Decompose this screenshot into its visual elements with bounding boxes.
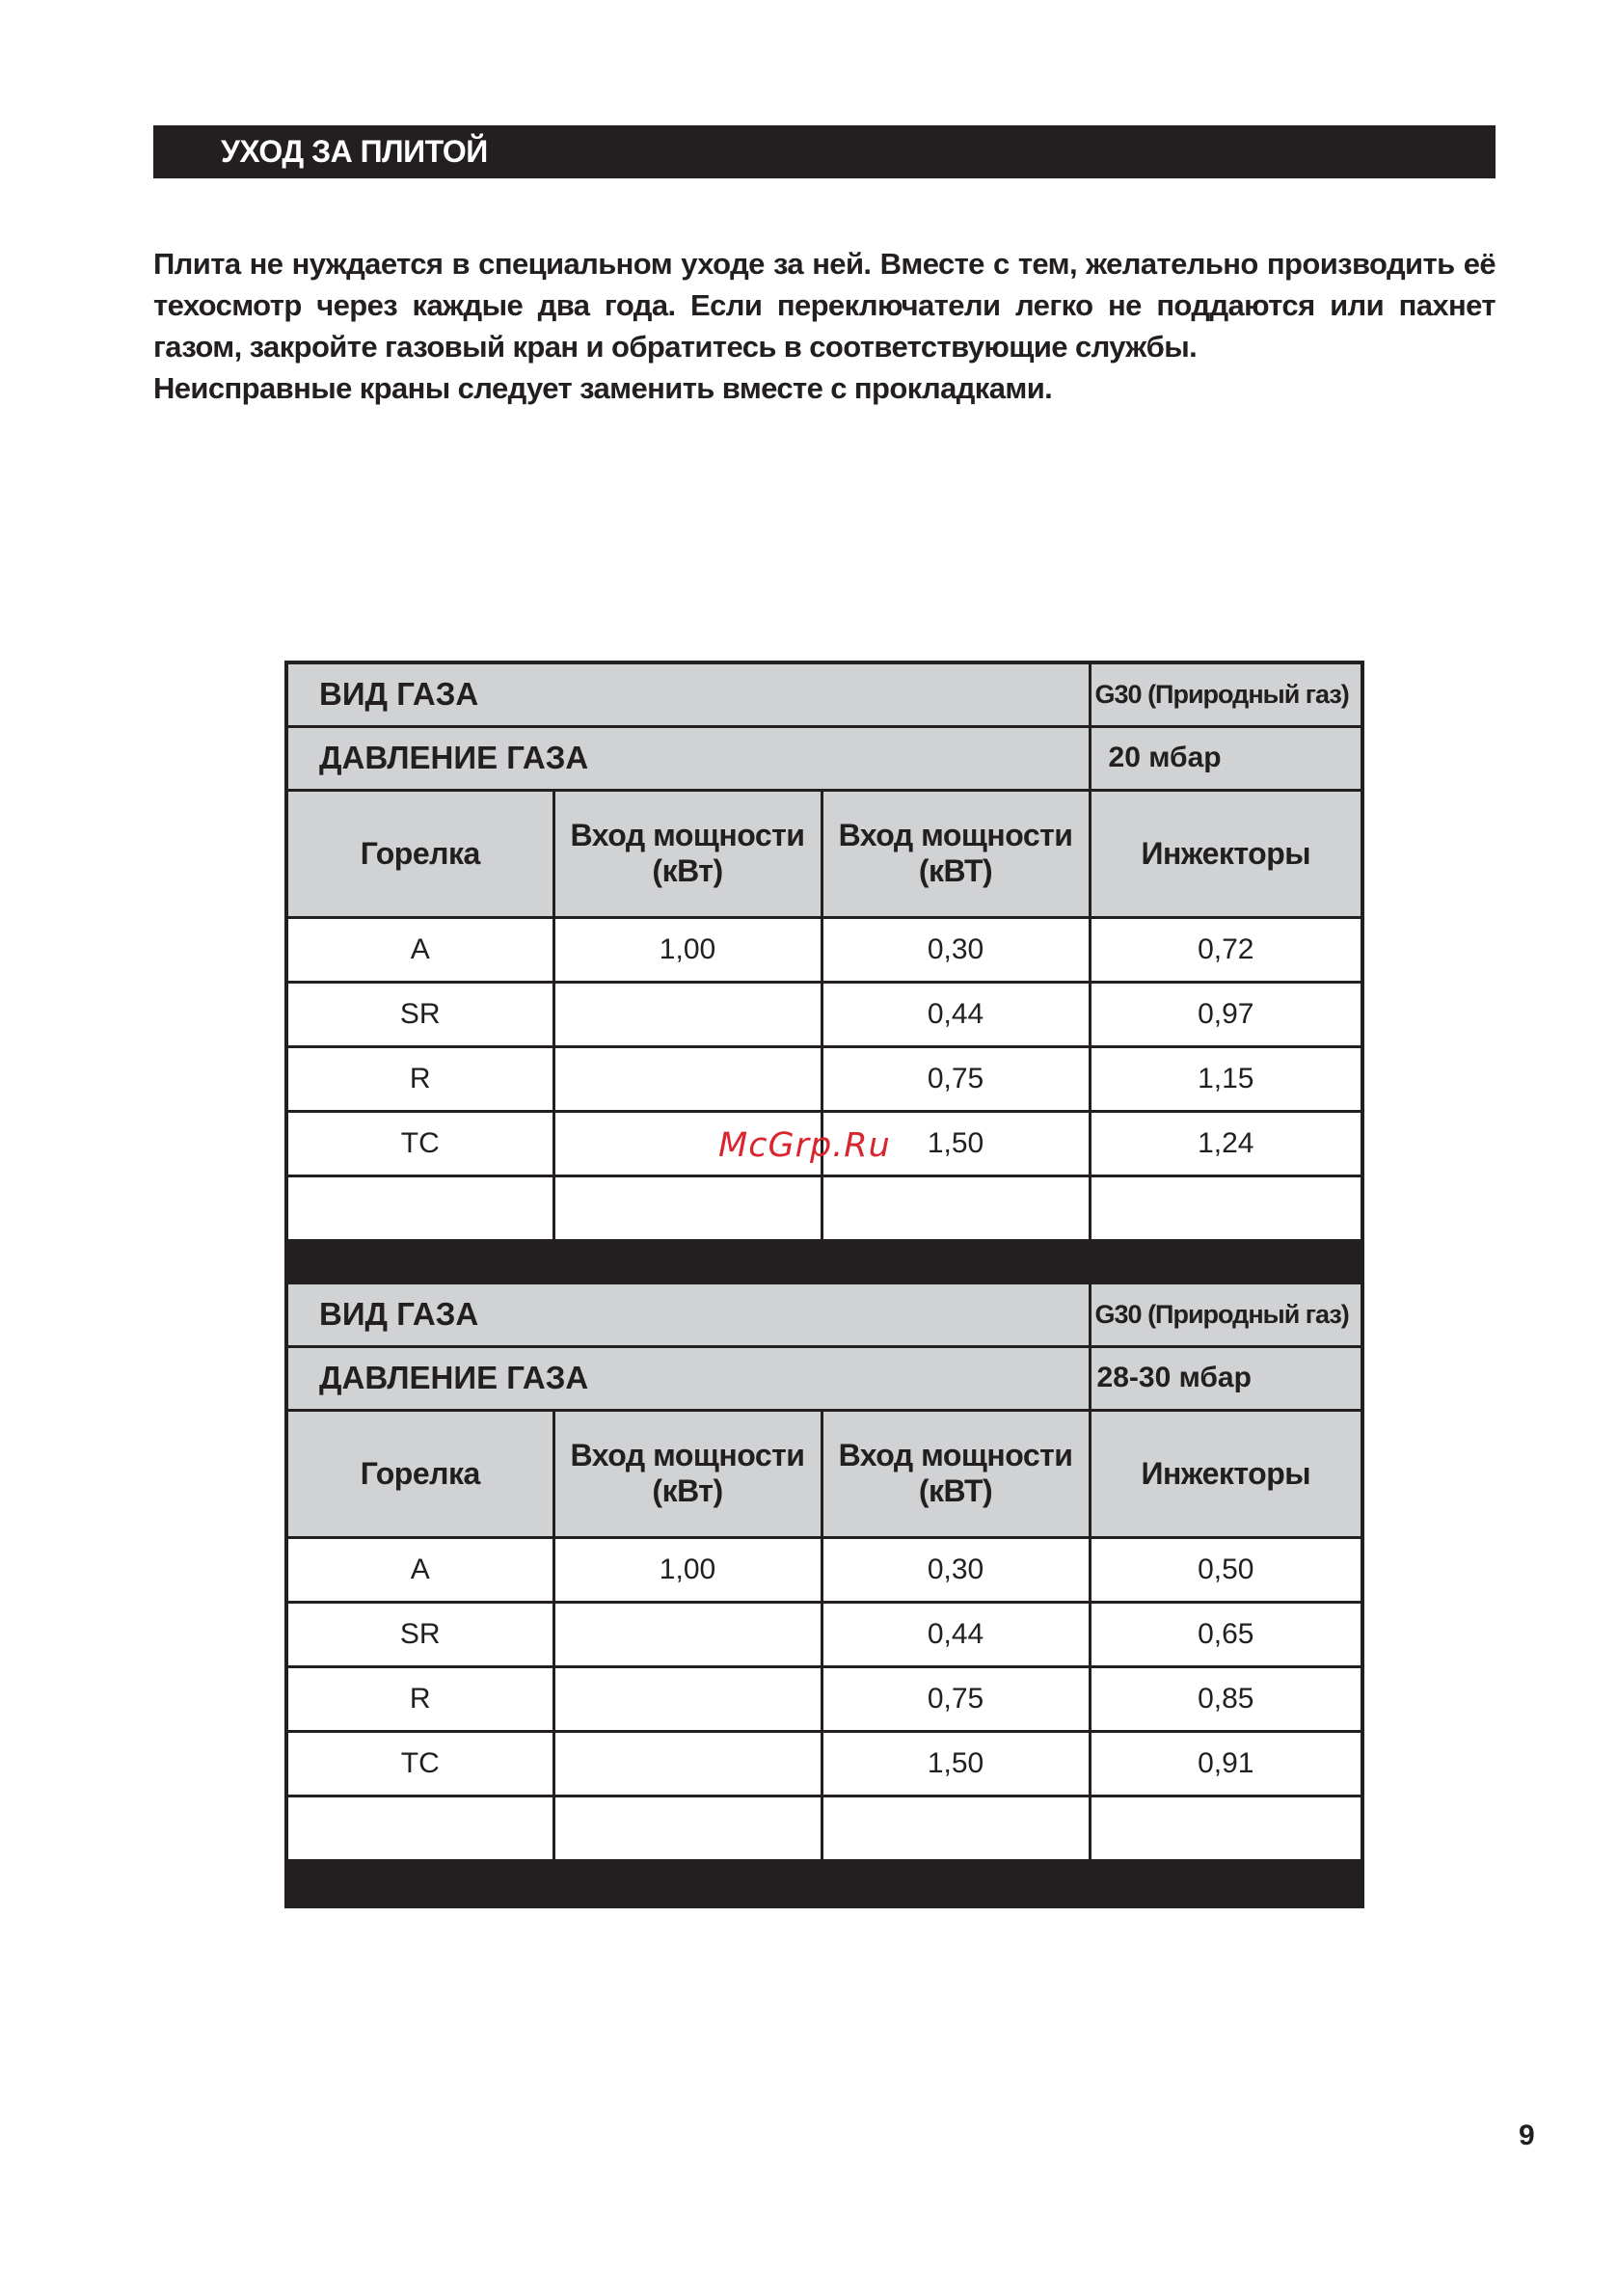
gas-type-row	[286, 1283, 1362, 1346]
col-header-injectors: Инжекторы	[1090, 1410, 1362, 1537]
table-row-empty	[286, 1796, 1362, 1860]
col-header-burner: Горелка	[286, 1410, 553, 1537]
gas-pressure-label: ДАВЛЕНИЕ ГАЗА	[286, 726, 1090, 790]
table-row	[286, 1666, 1362, 1731]
footer-bar-cell	[286, 1860, 1362, 1906]
gas-table-2	[284, 1281, 1364, 1908]
table-row	[286, 1046, 1362, 1111]
power2-cell	[822, 1796, 1090, 1860]
gas-type-value: G30 (Природный газ)	[1090, 1283, 1362, 1346]
power2-cell	[822, 1175, 1090, 1240]
gas-type-label: ВИД ГАЗА	[286, 662, 1090, 726]
table-row	[286, 982, 1362, 1046]
burner-cell: TC	[286, 1111, 553, 1175]
burner-cell	[286, 1796, 553, 1860]
power1-cell	[553, 982, 822, 1046]
burner-cell: R	[286, 1666, 553, 1731]
table-row	[286, 1602, 1362, 1666]
injector-cell: 0,85	[1090, 1666, 1362, 1731]
power2-cell: 0,75	[822, 1046, 1090, 1111]
gas-pressure-row	[286, 726, 1362, 790]
power2-cell: 1,50	[822, 1111, 1090, 1175]
table-footer-bar	[286, 1240, 1362, 1286]
power2-cell: 0,75	[822, 1666, 1090, 1731]
injector-cell: 0,97	[1090, 982, 1362, 1046]
col-header-power-input-1: Вход мощности (кВт)	[553, 1410, 822, 1537]
col-header-power-input-2: Вход мощности (кВТ)	[822, 790, 1090, 917]
page-number: 9	[1519, 2120, 1535, 2151]
intro-paragraph-1: Плита не нуждается в специальном уходе за ней. Вместе с тем, желательно производить её техосмотр через каждые два года. Если переключатели легко не поддаются или пахнет газом, закройте газовый кран и обратитесь в соответствующие службы.	[153, 247, 1496, 364]
power2-cell: 0,30	[822, 917, 1090, 982]
gas-type-row	[286, 662, 1362, 726]
section-header	[153, 125, 1496, 178]
table-row-empty	[286, 1175, 1362, 1240]
intro-paragraph-2: Неисправные краны следует заменить вместе с прокладками.	[153, 371, 1053, 405]
power1-cell	[553, 1602, 822, 1666]
table-row	[286, 1537, 1362, 1602]
table-row	[286, 1731, 1362, 1796]
power2-cell: 0,44	[822, 982, 1090, 1046]
gas-table-1	[284, 661, 1364, 1288]
injector-cell: 0,72	[1090, 917, 1362, 982]
gas-pressure-value: 28-30 мбар	[1090, 1346, 1362, 1410]
gas-pressure-value: 20 мбар	[1090, 726, 1362, 790]
burner-cell: SR	[286, 1602, 553, 1666]
power2-cell: 1,50	[822, 1731, 1090, 1796]
table-footer-bar	[286, 1860, 1362, 1906]
intro-text	[153, 243, 1496, 409]
injector-cell	[1090, 1796, 1362, 1860]
watermark-text: McGrp.Ru	[718, 1126, 891, 1165]
injector-cell: 1,24	[1090, 1111, 1362, 1175]
section-title: УХОД ЗА ПЛИТОЙ	[221, 134, 488, 169]
injector-cell: 0,50	[1090, 1537, 1362, 1602]
burner-cell: A	[286, 1537, 553, 1602]
table-row	[286, 917, 1362, 982]
power1-cell	[553, 1666, 822, 1731]
col-header-injectors: Инжекторы	[1090, 790, 1362, 917]
footer-bar-cell	[286, 1240, 1362, 1286]
burner-cell: R	[286, 1046, 553, 1111]
burner-cell: A	[286, 917, 553, 982]
injector-cell	[1090, 1175, 1362, 1240]
table-header-row	[286, 790, 1362, 917]
burner-cell	[286, 1175, 553, 1240]
power1-cell: 1,00	[553, 917, 822, 982]
gas-pressure-label: ДАВЛЕНИЕ ГАЗА	[286, 1346, 1090, 1410]
power1-cell	[553, 1046, 822, 1111]
gas-pressure-row	[286, 1346, 1362, 1410]
col-header-burner: Горелка	[286, 790, 553, 917]
burner-cell: SR	[286, 982, 553, 1046]
power1-cell	[553, 1175, 822, 1240]
burner-cell: TC	[286, 1731, 553, 1796]
col-header-power-input-1: Вход мощности (кВт)	[553, 790, 822, 917]
gas-type-value: G30 (Природный газ)	[1090, 662, 1362, 726]
injector-cell: 0,91	[1090, 1731, 1362, 1796]
power1-cell: 1,00	[553, 1537, 822, 1602]
injector-cell: 0,65	[1090, 1602, 1362, 1666]
gas-type-label: ВИД ГАЗА	[286, 1283, 1090, 1346]
power2-cell: 0,30	[822, 1537, 1090, 1602]
power1-cell	[553, 1731, 822, 1796]
power1-cell	[553, 1796, 822, 1860]
col-header-power-input-2: Вход мощности (кВТ)	[822, 1410, 1090, 1537]
power2-cell: 0,44	[822, 1602, 1090, 1666]
table-header-row	[286, 1410, 1362, 1537]
injector-cell: 1,15	[1090, 1046, 1362, 1111]
